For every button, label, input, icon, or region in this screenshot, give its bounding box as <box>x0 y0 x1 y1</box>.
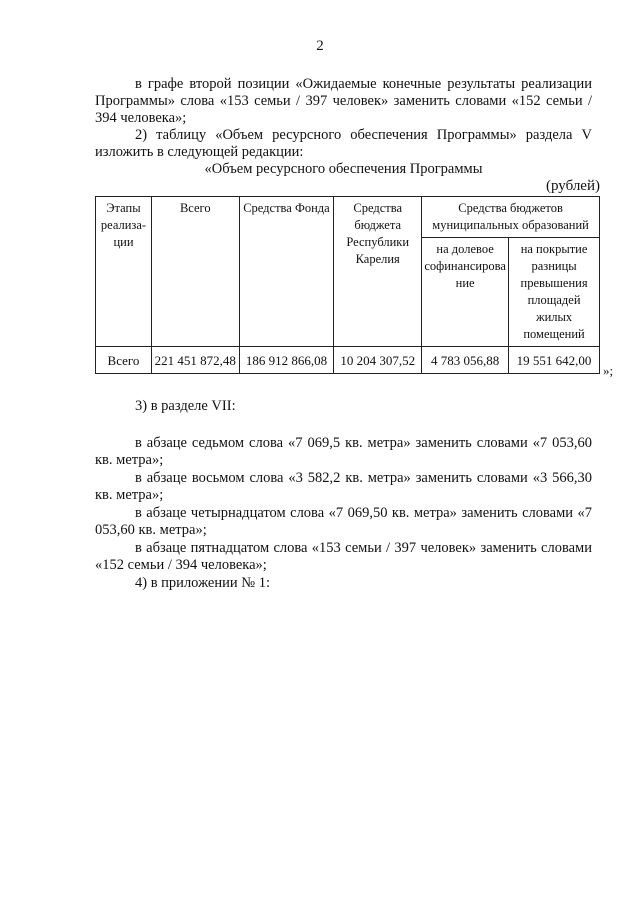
cell-cofinancing: 4 783 056,88 <box>422 347 509 374</box>
cell-total: 221 451 872,48 <box>151 347 239 374</box>
paragraph-table-instruction: 2) таблицу «Объем ресурсного обеспечения Программы» раздела V изложить в следующей редакции: <box>95 127 592 160</box>
table-header-row <box>96 197 600 238</box>
paragraph-abzac-15: в абзаце пятнадцатом слова «153 семьи / 397 человек» заменить словами «152 семьи / 394 человека»; <box>95 540 592 573</box>
header-cofinancing: на долевое софинансирова ние <box>422 238 509 347</box>
header-municipal: Средства бюджетов муниципальных образований <box>422 197 600 238</box>
cell-fund: 186 912 866,08 <box>239 347 334 374</box>
cell-republic: 10 204 307,52 <box>334 347 422 374</box>
header-excess: на покрытие разницы превышения площадей жилых помещений <box>509 238 600 347</box>
header-republic: Средства бюджета Республики Карелия <box>334 197 422 347</box>
intro-block <box>95 76 592 178</box>
cell-excess: 19 551 642,00 <box>509 347 600 374</box>
resource-table <box>95 196 600 374</box>
table-title: «Объем ресурсного обеспечения Программы <box>204 161 483 177</box>
section-vii-heading: 3) в разделе VII: <box>135 398 236 414</box>
header-stages: Этапы реализа-ции <box>96 197 152 347</box>
paragraph-abzac-8: в абзаце восьмом слова «3 582,2 кв. метра» заменить словами «3 566,30 кв. метра»; <box>95 470 592 503</box>
cell-stage: Всего <box>96 347 152 374</box>
header-fund: Средства Фонда <box>239 197 334 347</box>
paragraph-appendix-1: 4) в приложении № 1: <box>135 575 270 591</box>
table-row <box>96 347 600 374</box>
appendix-block <box>95 575 592 592</box>
list-item <box>95 435 592 469</box>
paragraph-abzac-14: в абзаце четырнадцатом слова «7 069,50 кв. метра» заменить словами «7 053,60 кв. метра»; <box>95 505 592 538</box>
list-item <box>95 540 592 574</box>
header-total: Всего <box>151 197 239 347</box>
paragraph-replacement-results: в графе второй позиции «Ожидаемые конечные результаты реализации Программы» слова «153 семьи / 397 человек» заменить словами «152 семьи / 394 человека»; <box>95 76 592 126</box>
page-number: 2 <box>316 38 324 54</box>
list-item <box>95 470 592 504</box>
table-unit: (рублей) <box>545 178 600 194</box>
section-vii-heading-block <box>95 398 592 415</box>
list-item <box>95 505 592 539</box>
paragraph-abzac-7: в абзаце седьмом слова «7 069,5 кв. метра» заменить словами «7 053,60 кв. метра»; <box>95 435 592 468</box>
table-closing-quote: »; <box>603 363 614 378</box>
